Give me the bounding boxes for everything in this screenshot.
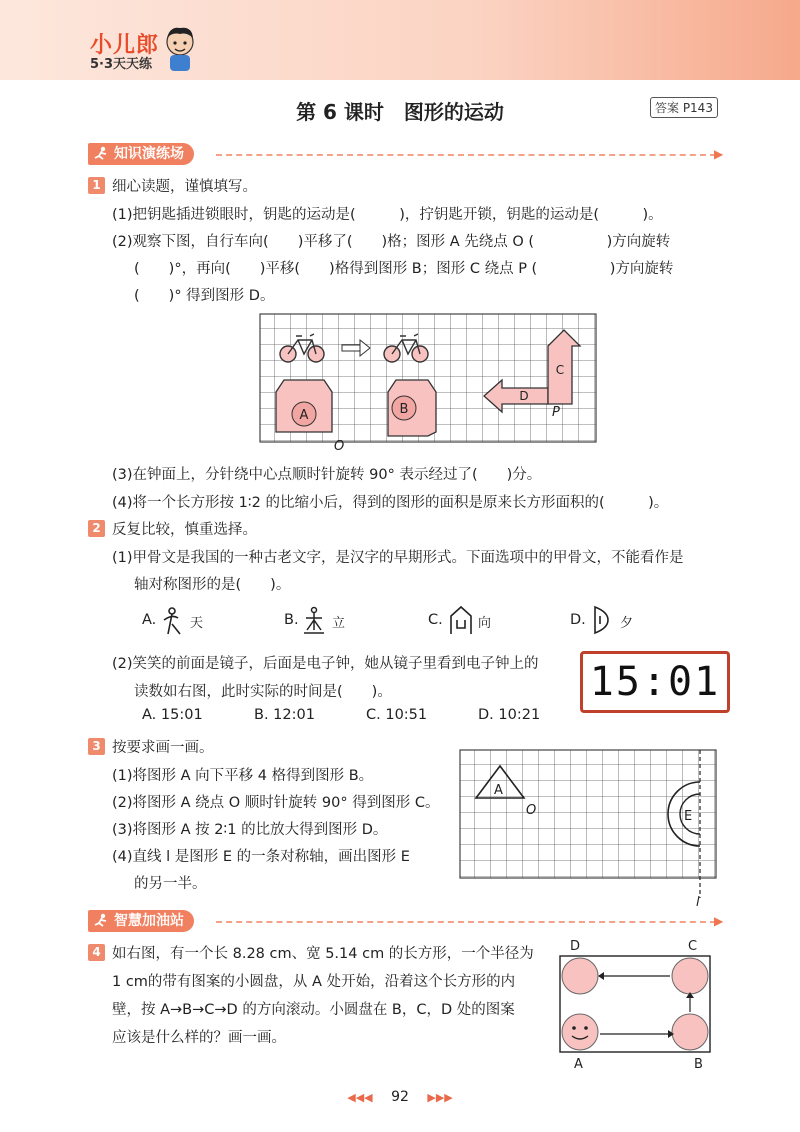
svg-text:C: C bbox=[688, 939, 698, 954]
footer-right-arrows: ▶▶▶ bbox=[427, 1091, 453, 1104]
question-text: (4)直线 l 是图形 E 的一条对称轴，画出图形 E bbox=[112, 849, 410, 865]
option-B: B. 12:01 bbox=[254, 707, 315, 723]
section-title: 智慧加油站 bbox=[88, 910, 194, 932]
mascot-icon bbox=[160, 24, 200, 72]
svg-text:D: D bbox=[570, 939, 581, 954]
question-text: (1)把钥匙插进锁眼时，钥匙的运动是( )，拧钥匙开锁，钥匙的运动是( )。 bbox=[112, 207, 663, 223]
question-text: (1)将图形 A 向下平移 4 格得到图形 B。 bbox=[112, 768, 374, 784]
arrow-right-icon: ▶ bbox=[714, 147, 724, 161]
question-heading: 按要求画一画。 bbox=[112, 740, 214, 756]
clock-reading: 15:01 bbox=[589, 659, 721, 705]
shape-A bbox=[276, 380, 332, 432]
disc-B bbox=[672, 1014, 708, 1050]
svg-text:A: A bbox=[299, 408, 309, 423]
disc-D bbox=[562, 958, 598, 994]
disc-A bbox=[562, 1014, 598, 1050]
digital-clock bbox=[580, 651, 730, 713]
svg-text:O: O bbox=[526, 803, 537, 818]
logo-subtitle: 5·3天天练 bbox=[90, 57, 153, 72]
question-text: (4)将一个长方形按 1∶2 的比缩小后，得到的图形的面积是原来长方形面积的( )。 bbox=[112, 495, 669, 511]
grid-figure-q1 bbox=[258, 312, 606, 452]
running-figure-icon bbox=[92, 913, 110, 929]
oracle-char-xi-icon bbox=[590, 604, 610, 636]
question-text: 如右图，有一个长 8.28 cm、宽 5.14 cm 的长方形，一个半径为 bbox=[112, 946, 534, 962]
question-text: 轴对称图形的是( )。 bbox=[134, 577, 291, 593]
option-label: B. bbox=[284, 612, 299, 628]
question-text: 读数如右图，此时实际的时间是( )。 bbox=[134, 684, 392, 700]
question-heading: 细心读题，谨慎填写。 bbox=[112, 179, 257, 195]
option-label: A. bbox=[142, 612, 157, 628]
logo-title: 小儿郎 bbox=[90, 33, 160, 58]
oracle-char-tian-icon bbox=[162, 606, 186, 636]
rolling-disc-figure bbox=[556, 936, 726, 1072]
arrow-right-icon: ▶ bbox=[714, 914, 724, 928]
question-text: (1)甲骨文是我国的一种古老文字，是汉字的早期形式。下面选项中的甲骨文，不能看作是 bbox=[112, 550, 684, 566]
question-text: 壁，按 A→B→C→D 的方向滚动。小圆盘在 B，C，D 处的图案 bbox=[112, 1002, 515, 1018]
option-D: D. 10:21 bbox=[478, 707, 541, 723]
option-label: C. bbox=[428, 612, 443, 628]
section-header-knowledge bbox=[88, 143, 728, 167]
option-char: 立 bbox=[332, 616, 346, 631]
question-heading: 反复比较，慎重选择。 bbox=[112, 522, 257, 538]
grid-figure-q3 bbox=[458, 748, 728, 908]
oracle-char-xiang-icon bbox=[448, 604, 474, 636]
svg-text:C: C bbox=[555, 363, 565, 377]
oracle-char-li-icon bbox=[302, 606, 326, 636]
question-text: (2)观察下图，自行车向( )平移了( )格；图形 A 先绕点 O ( )方向旋转 bbox=[112, 234, 671, 250]
option-A: A. 15:01 bbox=[142, 707, 203, 723]
running-figure-icon bbox=[92, 146, 110, 162]
question-text: 1 cm的带有图案的小圆盘，从 A 处开始，沿着这个长方形的内 bbox=[112, 974, 516, 990]
question-text: 的另一半。 bbox=[134, 876, 207, 892]
svg-text:B: B bbox=[399, 402, 409, 417]
section-divider bbox=[216, 921, 716, 923]
section-divider bbox=[216, 154, 716, 156]
svg-text:D: D bbox=[519, 389, 529, 403]
lesson-title: 第 6 课时 图形的运动 bbox=[296, 100, 504, 124]
point-O-label: O bbox=[334, 439, 345, 452]
page-footer bbox=[0, 1089, 800, 1105]
page-number: 92 bbox=[391, 1089, 409, 1105]
option-label: D. bbox=[570, 612, 586, 628]
question-number: 3 bbox=[88, 738, 105, 755]
question-number: 4 bbox=[88, 944, 105, 961]
svg-text:A: A bbox=[494, 783, 503, 798]
question-text: (2)笑笑的前面是镜子，后面是电子钟，她从镜子里看到电子钟上的 bbox=[112, 656, 539, 672]
question-text: ( )° 得到图形 D。 bbox=[134, 288, 275, 304]
section-title: 知识演练场 bbox=[88, 143, 194, 165]
svg-text:B: B bbox=[694, 1057, 703, 1072]
question-number: 2 bbox=[88, 520, 105, 537]
question-text: (2)将图形 A 绕点 O 顺时针旋转 90° 得到图形 C。 bbox=[112, 795, 440, 811]
svg-text:A: A bbox=[574, 1057, 583, 1072]
question-text: 应该是什么样的？画一画。 bbox=[112, 1030, 286, 1046]
question-text: (3)在钟面上，分针绕中心点顺时针旋转 90° 表示经过了( )分。 bbox=[112, 467, 542, 483]
point-P-label: P bbox=[552, 405, 560, 420]
question-text: ( )°，再向( )平移( )格得到图形 B；图形 C 绕点 P ( )方向旋转 bbox=[134, 261, 674, 277]
question-number: 1 bbox=[88, 177, 105, 194]
section-header-wisdom bbox=[88, 910, 728, 934]
shape-B bbox=[388, 380, 436, 436]
svg-text:E: E bbox=[684, 809, 693, 824]
option-C: C. 10:51 bbox=[366, 707, 428, 723]
svg-text:l: l bbox=[696, 895, 700, 908]
question-text: (3)将图形 A 按 2∶1 的比放大得到图形 D。 bbox=[112, 822, 388, 838]
option-char: 天 bbox=[190, 616, 204, 631]
footer-left-arrows: ◀◀◀ bbox=[347, 1091, 373, 1104]
answer-tag: 答案 P143 bbox=[650, 97, 718, 118]
disc-C bbox=[672, 958, 708, 994]
option-char: 夕 bbox=[620, 616, 634, 631]
option-char: 向 bbox=[478, 616, 492, 631]
